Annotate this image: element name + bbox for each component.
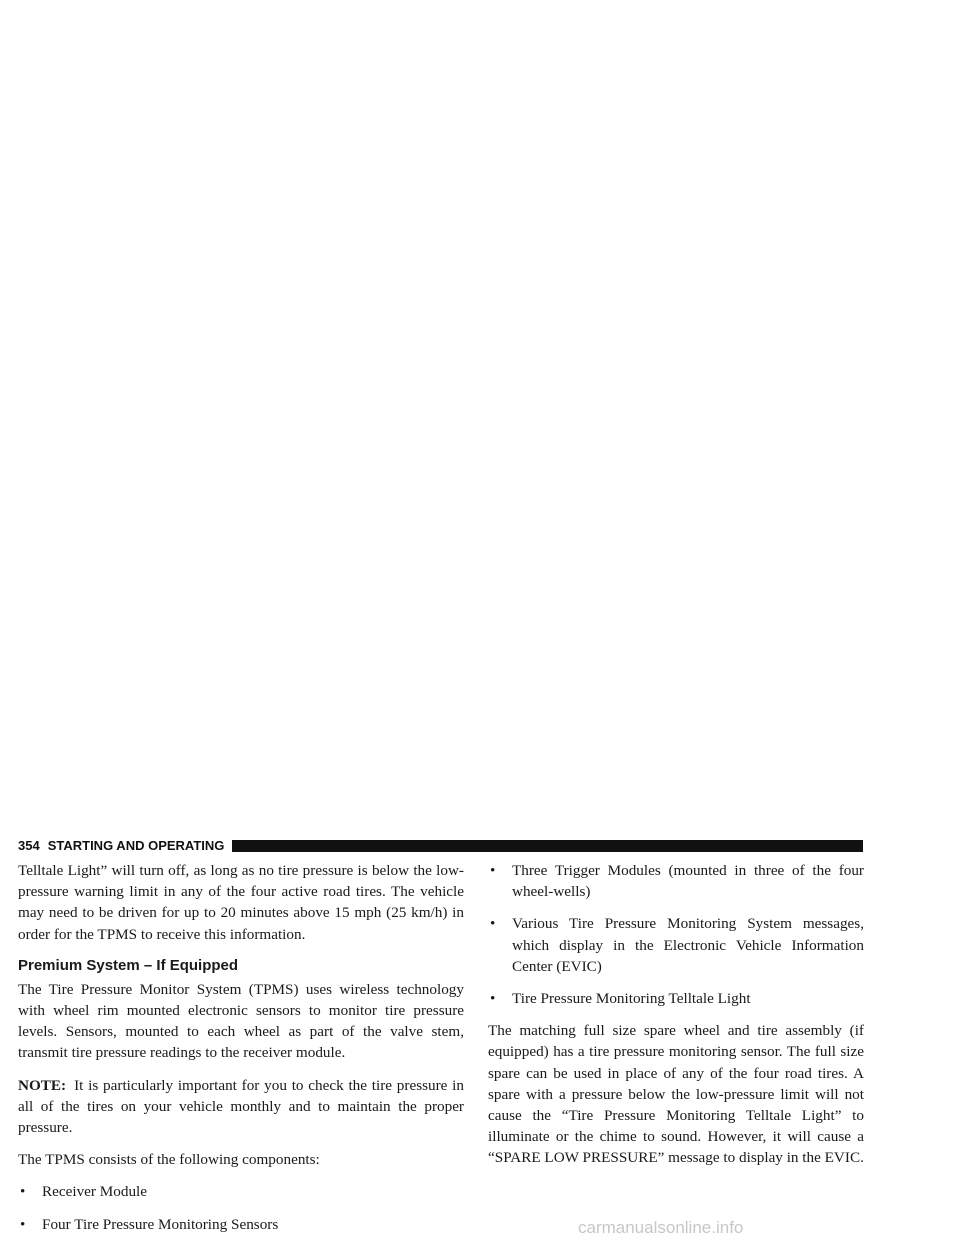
note-text: It is particularly important for you to check the tire pressure in all of the tires on your vehicle monthly and to maintain the proper pressure.: [18, 1076, 464, 1137]
right-column: [488, 860, 864, 1180]
page-number: 354: [18, 838, 40, 853]
components-list-left: [18, 1181, 464, 1234]
left-column: [18, 860, 464, 1246]
list-item-text: Receiver Module: [42, 1183, 148, 1201]
section-heading: Premium System – If Equipped: [18, 956, 239, 974]
list-item: [18, 1181, 464, 1202]
list-item: [488, 860, 864, 902]
tpms-description-paragraph: The Tire Pressure Monitor System (TPMS) uses wireless technology with wheel rim mounted electronic sensors to monitor tire pressure levels. Sensors, mounted to each wheel as part of the valve stem, transmit tire pressure readings to the receiver module.: [18, 980, 464, 1062]
section-title: STARTING AND OPERATING: [47, 838, 225, 853]
intro-paragraph: Telltale Light” will turn off, as long as no tire pressure is below the low-pressure warning limit in any of the four active road tires. The vehicle may need to be driven for up to 20 minutes above 15 mph (25 km/h) in order for the TPMS to receive this information.: [18, 862, 464, 943]
list-item-text: Various Tire Pressure Monitoring System messages, which display in the Electronic Vehicle Information Center (EVIC): [512, 915, 864, 975]
list-item-text: Tire Pressure Monitoring Telltale Light: [512, 990, 751, 1008]
page-header: [18, 838, 863, 854]
bullet-icon: •: [490, 990, 496, 1008]
list-item: [488, 913, 864, 977]
list-item: [488, 988, 864, 1009]
bullet-icon: •: [490, 915, 496, 933]
list-item: [18, 1214, 464, 1235]
components-intro: The TPMS consists of the following components:: [18, 1151, 320, 1169]
bullet-icon: •: [490, 862, 496, 879]
list-item-text: Three Trigger Modules (mounted in three of the four wheel-wells): [512, 862, 864, 901]
components-list-right: [488, 860, 864, 1009]
bullet-icon: •: [20, 1183, 26, 1201]
note-paragraph: [18, 1075, 464, 1139]
note-label: NOTE:: [18, 1076, 67, 1094]
header-rule: [232, 840, 863, 852]
bullet-icon: •: [20, 1215, 26, 1233]
list-item-text: Four Tire Pressure Monitoring Sensors: [42, 1215, 279, 1233]
spare-tire-paragraph: The matching full size spare wheel and tire assembly (if equipped) has a tire pressure monitoring sensor. The full size spare can be used in place of any of the four road tires. A spare with a pressure below the low-pressure limit will not cause the “Tire Pressure Monitoring Telltale Light” to illuminate or the chime to sound. However, it will cause a “SPARE LOW PRESSURE” message to display in the EVIC.: [488, 1022, 864, 1167]
watermark-text: carmanualsonline.info: [578, 1218, 744, 1237]
